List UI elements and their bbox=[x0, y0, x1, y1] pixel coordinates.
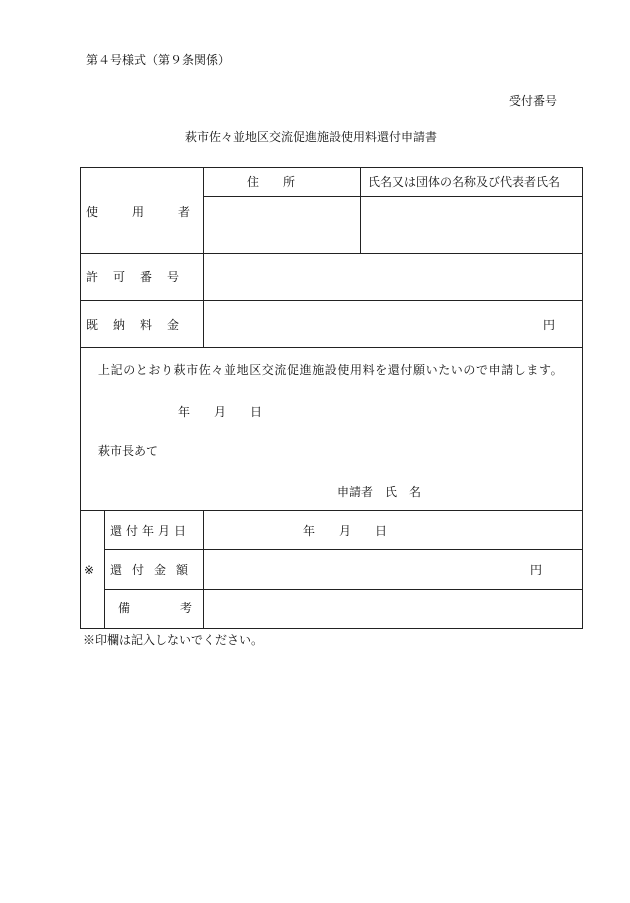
refund-date-value: 年 月 日 bbox=[303, 524, 388, 538]
address-name-divider bbox=[360, 167, 361, 254]
office-use-mark: ※ bbox=[84, 563, 95, 577]
row-divider-6 bbox=[104, 589, 583, 590]
paid-fee-yen: 円 bbox=[543, 318, 556, 332]
refund-date-label: 還付年月日 bbox=[110, 524, 191, 538]
statement-text: 上記のとおり萩市佐々並地区交流促進施設使用料を還付願いたいので申請します。 bbox=[98, 363, 564, 377]
row-divider-4 bbox=[80, 510, 583, 511]
user-label-text: 使用者 bbox=[86, 205, 225, 219]
user-label bbox=[86, 205, 225, 219]
permit-number-label: 許可番号 bbox=[86, 270, 195, 284]
row-divider-3 bbox=[80, 347, 583, 348]
row-divider-1 bbox=[80, 253, 583, 254]
table-border-left bbox=[80, 167, 81, 629]
addressee: 萩市長あて bbox=[98, 444, 159, 458]
application-date: 年 月 日 bbox=[178, 405, 263, 419]
label-column-divider-top bbox=[203, 167, 204, 348]
row-divider-5 bbox=[104, 549, 583, 550]
refund-amount-label: 還付金額 bbox=[110, 563, 199, 577]
table-border-right bbox=[582, 167, 583, 629]
reception-number-label: 受付番号 bbox=[509, 94, 558, 108]
row-divider-2 bbox=[80, 300, 583, 301]
table-border-bottom bbox=[80, 628, 583, 629]
header-row-divider bbox=[203, 196, 583, 197]
office-mark-divider bbox=[104, 510, 105, 628]
table-border-top bbox=[80, 167, 583, 168]
paid-fee-label: 既納料金 bbox=[86, 318, 195, 332]
name-header: 氏名又は団体の名称及び代表者氏名 bbox=[368, 175, 561, 189]
form-title: 萩市佐々並地区交流促進施設使用料還付申請書 bbox=[185, 130, 438, 144]
address-header: 住 所 bbox=[247, 175, 296, 189]
remarks-label: 備考 bbox=[118, 601, 243, 615]
applicant-name-label: 申請者 氏 名 bbox=[337, 485, 422, 499]
refund-amount-yen: 円 bbox=[530, 563, 543, 577]
footer-note: ※印欄は記入しないでください。 bbox=[83, 633, 264, 647]
form-number: 第４号様式（第９条関係） bbox=[86, 53, 231, 67]
